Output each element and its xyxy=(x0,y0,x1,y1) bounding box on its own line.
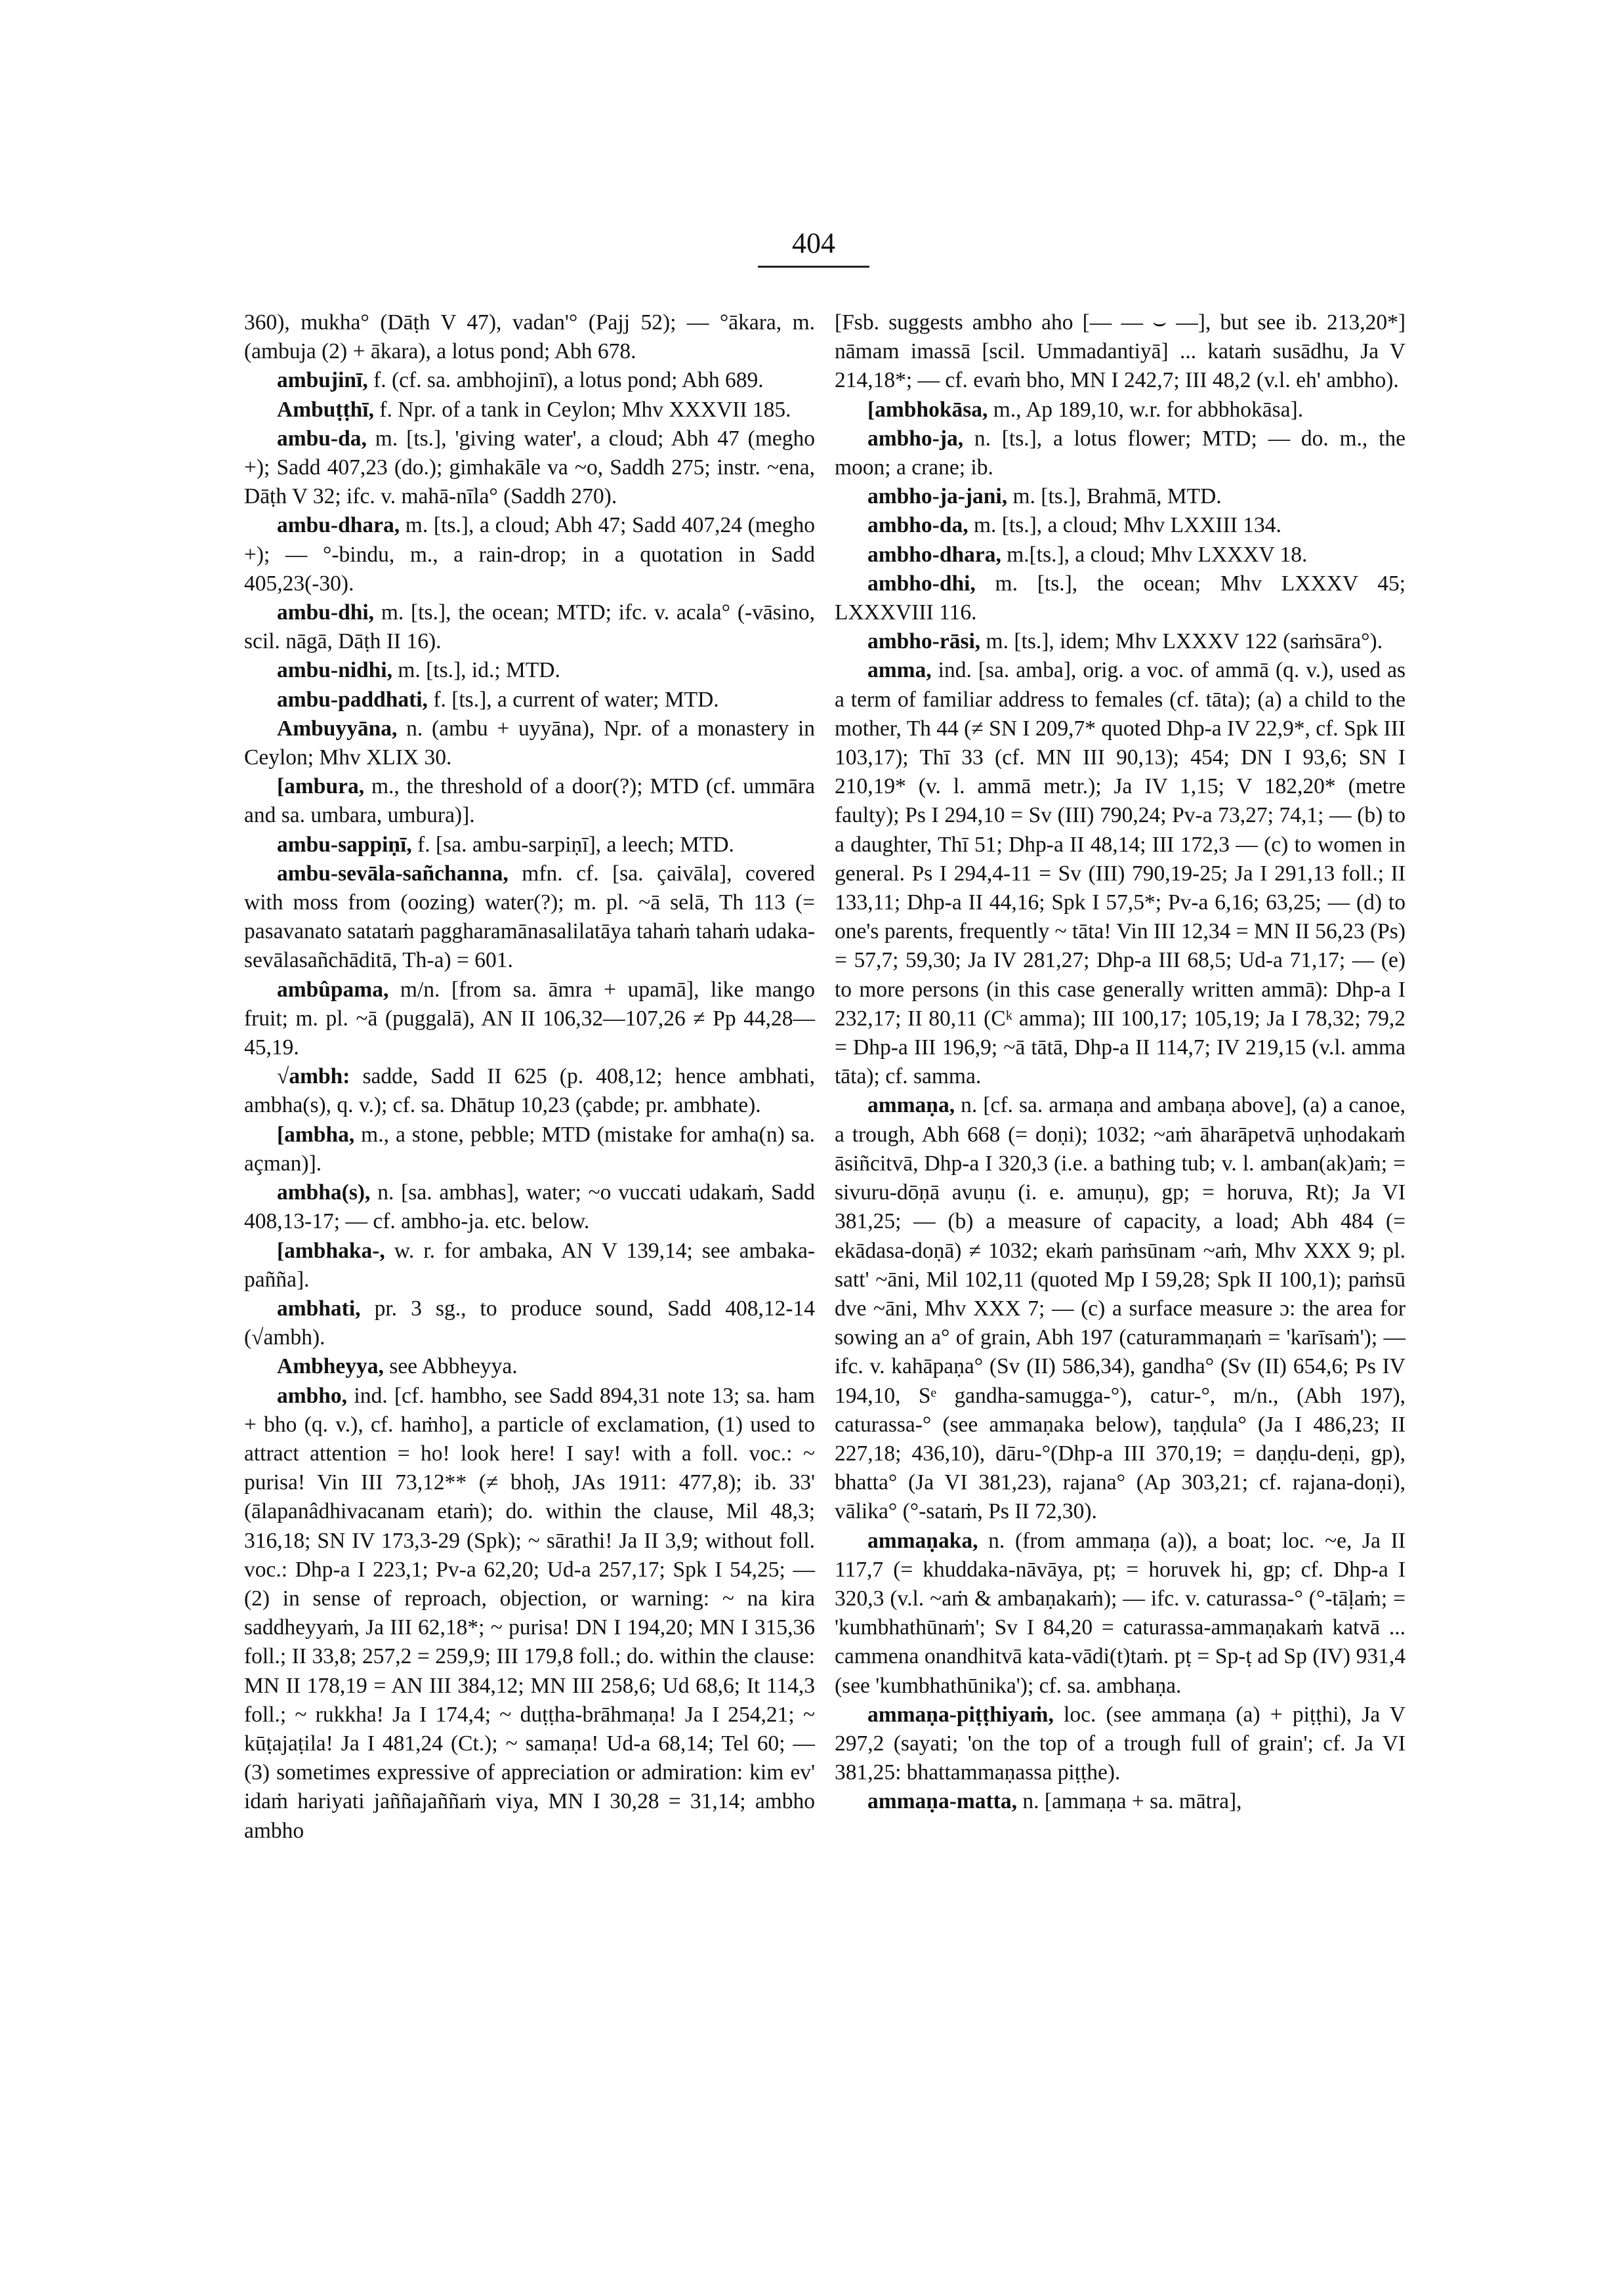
entry-headword: ambho-da, xyxy=(867,513,968,538)
dictionary-entry xyxy=(244,1237,815,1294)
dictionary-entry xyxy=(835,1091,1405,1526)
dictionary-entry xyxy=(244,831,815,859)
dictionary-entry xyxy=(244,656,815,685)
entry-body: n. (ambu + uyyāna), Npr. of a monastery in Ceylon; Mhv XLIX 30. xyxy=(244,716,815,770)
entry-body: loc. (see ammaṇa (a) + piṭṭhi), Ja V 297,2 (sayati; 'on the top of a trough full of grain'; cf. Ja VI 381,25: bhattammaṇassa piṭṭhe). xyxy=(835,1702,1405,1785)
entry-body: ind. [cf. hambho, see Sadd 894,31 note 13; sa. ham + bho (q. v.), cf. haṁho], a particle of exclamation, (1) used to attract attention = ho! look here! I say! with a foll. voc.: ~ purisa! Vin III 73,12** (≠ bhoḥ, JAs 1911: 477,8); ib. 33' (ālapanâdhivacanam etaṁ); do. within the clause, Mil 48,3; 316,18; SN IV 173,3-29 (Spk); ~ sārathi! Ja II 3,9; without foll. voc.: Dhp-a I 223,1; Pv-a 62,20; Ud-a 257,17; Spk I 54,25; — (2) in sense of reproach, objection, or warning: ~ na kira saddheyyaṁ, Ja III 62,18*; ~ purisa! DN I 194,20; MN I 315,36 foll.; II 33,8; 257,2 = 259,9; III 179,8 foll.; do. within the clause: MN II 178,19 = AN III 384,12; MN III 258,6; Ud 68,6; It 114,3 foll.; ~ rukkha! Ja I 174,4; ~ duṭṭha-brāhmaṇa! Ja I 254,21; ~ kūṭajaṭila! Ja I 481,24 (Ct.); ~ samaṇa! Ud-a 68,14; Tel 60; — (3) sometimes expressive of appreciation or admiration: kim ev' idaṁ hariyati jaññajaññaṁ viya, MN I 30,28 = 31,14; ambho ambho xyxy=(244,1383,815,1843)
dictionary-entry xyxy=(835,1527,1405,1701)
entry-headword: ambu-dhara, xyxy=(277,513,400,538)
entry-headword: ambu-da, xyxy=(277,426,367,451)
entry-body: m. [ts.], a cloud; Mhv LXXIII 134. xyxy=(968,513,1281,538)
left-column xyxy=(244,308,815,1846)
entry-body: n. [ts.], a lotus flower; MTD; — do. m., the moon; a crane; ib. xyxy=(835,426,1405,480)
entry-headword: ambu-paddhati, xyxy=(277,687,428,712)
entry-headword: ambho-dhi, xyxy=(867,571,976,596)
entry-body: m. [ts.], idem; Mhv LXXXV 122 (saṁsāra°). xyxy=(980,629,1383,654)
entry-headword: ambujinī, xyxy=(277,368,368,393)
entry-headword: ambhati, xyxy=(277,1296,361,1321)
right-column xyxy=(835,308,1405,1817)
entry-body: ind. [sa. amba], orig. a voc. of ammā (q. v.), used as a term of familiar address to females (cf. tāta); (a) a child to the mother, Th 44 (≠ SN I 209,7* quoted Dhp-a IV 22,9*, cf. Spk III 103,17); Thī 33 (cf. MN III 90,13); 454; DN I 93,6; SN I 210,19* (v. l. ammā metr.); Ja IV 1,15; V 182,20* (metre faulty); Ps I 294,10 = Sv (III) 790,24; Pv-a 73,27; 74,1; — (b) to a daughter, Thī 51; Dhp-a II 48,14; III 172,3 — (c) to women in general. Ps I 294,4-11 = Sv (III) 790,19-25; Ja I 291,13 foll.; II 133,11; Dhp-a II 44,16; Spk I 57,5*; Pv-a 6,16; 63,25; — (d) to one's parents, frequently ~ tāta! Vin III 12,34 = MN II 56,23 (Ps) = 57,7; 59,30; Ja IV 281,27; Dhp-a III 68,5; Ud-a 71,17; — (e) to more persons (in this case generally written ammā): Dhp-a I 232,17; II 80,11 (Cᵏ amma); III 100,17; 105,19; Ja I 78,32; 79,2 = Dhp-a III 196,9; ~ā tātā, Dhp-a II 114,7; IV 219,15 (v.l. amma tāta); cf. samma. xyxy=(835,658,1405,1089)
entry-headword: ambho-ja-jani, xyxy=(867,484,1008,509)
dictionary-entry xyxy=(244,308,815,366)
entry-body: m. [ts.], id.; MTD. xyxy=(392,658,560,683)
entry-headword: ambha(s), xyxy=(277,1180,371,1205)
entry-body: m. [ts.], 'giving water', a cloud; Abh 47 (megho +); Sadd 407,23 (do.); gimhakāle va ~o, Saddh 275; instr. ~ena, Dāṭh V 32; ifc. v. mahā-nīla° (Saddh 270). xyxy=(244,426,815,509)
dictionary-entry xyxy=(244,714,815,772)
entry-body: m/n. [from sa. āmra + upamā], like mango fruit; m. pl. ~ā (puggalā), AN II 106,32—107,26 ≠ Pp 44,28—45,19. xyxy=(244,977,815,1060)
dictionary-entry xyxy=(835,569,1405,627)
entry-body: f. (cf. sa. ambhojinī), a lotus pond; Abh 689. xyxy=(367,368,764,393)
entry-headword: ambho-rāsi, xyxy=(867,629,981,654)
entry-body: mfn. cf. [sa. çaivāla], covered with moss from (oozing) water(?); m. pl. ~ā selā, Th 113 (= pasavanato satataṁ paggharamānasalilatāya tahaṁ tahaṁ udaka-sevālasañchāditā, Th-a) = 601. xyxy=(244,861,815,973)
entry-body: n. [ammaṇa + sa. mātra], xyxy=(1016,1789,1242,1814)
dictionary-entry xyxy=(835,511,1405,540)
dictionary-entry xyxy=(244,686,815,714)
dictionary-entry xyxy=(244,1121,815,1178)
entry-headword: ambho-dhara, xyxy=(867,542,1001,567)
entry-body: m. [ts.], Brahmā, MTD. xyxy=(1007,484,1222,509)
entry-headword: amma, xyxy=(867,658,932,683)
header-rule xyxy=(758,266,869,268)
dictionary-entry xyxy=(244,511,815,598)
entry-headword: ammaṇa-matta, xyxy=(867,1789,1017,1814)
entry-headword: [ambhaka-, xyxy=(277,1238,385,1263)
dictionary-entry xyxy=(835,308,1405,396)
page-number: 404 xyxy=(792,227,835,259)
dictionary-entry xyxy=(244,1178,815,1236)
entry-headword: ammaṇa, xyxy=(867,1093,955,1118)
entry-headword: ambho, xyxy=(277,1383,348,1408)
dictionary-entry xyxy=(835,396,1405,424)
entry-body: n. [cf. sa. armaṇa and ambaṇa above], (a) a canoe, a trough, Abh 668 (= doṇi); 1032; ~aṁ āharāpetvā uṇhodakaṁ āsiñcitvā, Dhp-a I 320,3 (i.e. a bathing tub; v. l. amban(ak)aṁ; = sivuru-dōṇā avuṇu (i. e. amuṇu), gp; = horuva, Rt); Ja VI 381,25; — (b) a measure of capacity, a load; Abh 484 (= ekādasa-doṇā) ≠ 1032; ekaṁ paṁsūnam ~aṁ, Mhv XXX 9; pl. satt' ~āni, Mil 102,11 (quoted Mp I 59,28; Spk II 100,1); paṁsū dve ~āni, Mhv XXX 7; — (c) a surface measure ɔ: the area for sowing an a° of grain, Abh 197 (caturammaṇaṁ = 'karīsaṁ'); — ifc. v. kahāpaṇa° (Sv (II) 586,34), gandha° (Sv (II) 654,6; Ps IV 194,10, Sᵉ gandha-samugga-°), catur-°, m/n., (Abh 197), caturassa-° (see ammaṇaka below), taṇḍula° (Ja I 486,23; II 227,18; 436,10), dāru-°(Dhp-a III 370,19; = daṇḍu-deṇi, gp), bhatta° (Ja VI 381,23), rajana° (Ap 303,21; cf. rajana-doṇi), vālika° (°-sataṁ, Ps II 72,30). xyxy=(835,1093,1405,1524)
dictionary-entry xyxy=(244,772,815,830)
entry-body: pr. 3 sg., to produce sound, Sadd 408,12-14 (√ambh). xyxy=(244,1296,815,1350)
dictionary-entry xyxy=(244,424,815,512)
entry-headword: Ambuyyāna, xyxy=(277,716,398,741)
dictionary-entry xyxy=(835,424,1405,482)
dictionary-entry xyxy=(835,1701,1405,1788)
entry-body: m. [ts.], a cloud; Abh 47; Sadd 407,24 (megho +); — °-bindu, m., a rain-drop; in a quotation in Sadd 405,23(-30). xyxy=(244,513,815,596)
dictionary-entry xyxy=(835,627,1405,656)
dictionary-entry xyxy=(244,859,815,976)
entry-body: f. Npr. of a tank in Ceylon; Mhv XXXVII 185. xyxy=(374,397,791,422)
entry-headword: ambu-nidhi, xyxy=(277,658,392,683)
entry-body: m., a stone, pebble; MTD (mistake for amha(n) sa. açman)]. xyxy=(244,1122,815,1176)
dictionary-entry xyxy=(244,1382,815,1846)
entry-body: m. [ts.], the ocean; MTD; ifc. v. acala° (-vāsino, scil. nāgā, Dāṭh II 16). xyxy=(244,600,815,654)
dictionary-entry xyxy=(835,656,1405,1091)
entry-body: see Abbheyya. xyxy=(383,1354,518,1379)
entry-body: n. [sa. ambhas], water; ~o vuccati udakaṁ, Sadd 408,13-17; — cf. ambho-ja. etc. below. xyxy=(244,1180,815,1234)
entry-headword: ambûpama, xyxy=(277,977,389,1002)
dictionary-entry xyxy=(244,1294,815,1352)
entry-body: n. (from ammaṇa (a)), a boat; loc. ~e, Ja II 117,7 (= khuddaka-nāvāya, pṭ; = horuvek hi, gp; cf. Dhp-a I 320,3 (v.l. ~aṁ & ambaṇakaṁ); — ifc. v. caturassa-° (°-tāḷaṁ; = 'kumbhathūnaṁ'; Sv I 84,20 = caturassa-ammaṇakaṁ katvā ... cammena onandhitvā kata-vādi(t)taṁ. pṭ = Sp-ṭ ad Sp (IV) 931,4 (see 'kumbhathūnika'); cf. sa. ambhaṇa. xyxy=(835,1528,1405,1698)
entry-headword: [ambha, xyxy=(277,1122,355,1147)
entry-headword: ambho-ja, xyxy=(867,426,964,451)
entry-headword: ammaṇaka, xyxy=(867,1528,978,1553)
dictionary-entry xyxy=(244,396,815,424)
entry-body: m. [ts.], the ocean; Mhv LXXXV 45; LXXXVIII 116. xyxy=(835,571,1405,625)
entry-headword: [ambura, xyxy=(277,774,365,799)
dictionary-entry xyxy=(244,1352,815,1381)
entry-body: m.[ts.], a cloud; Mhv LXXXV 18. xyxy=(1001,542,1308,567)
dictionary-entry xyxy=(244,366,815,395)
entry-body: m., Ap 189,10, w.r. for abbhokāsa]. xyxy=(988,397,1304,422)
entry-headword: ambu-dhi, xyxy=(277,600,375,625)
entry-body: m., the threshold of a door(?); MTD (cf. ummāra and sa. umbara, umbura)]. xyxy=(244,774,815,828)
entry-headword: Ambheyya, xyxy=(277,1354,384,1379)
dictionary-entry xyxy=(835,541,1405,569)
dictionary-entry xyxy=(244,976,815,1063)
entry-headword: [ambhokāsa, xyxy=(867,397,988,422)
entry-headword: ammaṇa-piṭṭhiyaṁ, xyxy=(867,1702,1054,1727)
entry-body: w. r. for ambaka, AN V 139,14; see ambaka-pañña]. xyxy=(244,1238,815,1292)
entry-headword: ambu-sappiṇī, xyxy=(277,832,412,857)
entry-body: [Fsb. suggests ambho aho [— — ⌣ —], but see ib. 213,20*] nāmam imassā [scil. Ummadantiyā] ... kataṁ susādhu, Ja V 214,18*; — cf. evaṁ bho, MN I 242,7; III 48,2 (v.l. eh' ambho). xyxy=(835,310,1405,393)
entry-body: f. [ts.], a current of water; MTD. xyxy=(427,687,719,712)
entry-headword: ambu-sevāla-sañchanna, xyxy=(277,861,509,886)
entry-headword: Ambuṭṭhī, xyxy=(277,397,374,422)
entry-body: 360), mukha° (Dāṭh V 47), vadan'° (Pajj 52); — °ākara, m. (ambuja (2) + ākara), a lotus pond; Abh 678. xyxy=(244,310,815,364)
dictionary-entry xyxy=(244,1062,815,1120)
dictionary-entry xyxy=(835,482,1405,511)
entry-body: sadde, Sadd II 625 (p. 408,12; hence ambhati, ambha(s), q. v.); cf. sa. Dhātup 10,23 (çabde; pr. ambhate). xyxy=(244,1064,815,1118)
dictionary-entry xyxy=(244,598,815,656)
dictionary-entry xyxy=(835,1787,1405,1816)
entry-headword: √ambh: xyxy=(277,1064,350,1089)
entry-body: f. [sa. ambu-sarpiṇī], a leech; MTD. xyxy=(411,832,734,857)
